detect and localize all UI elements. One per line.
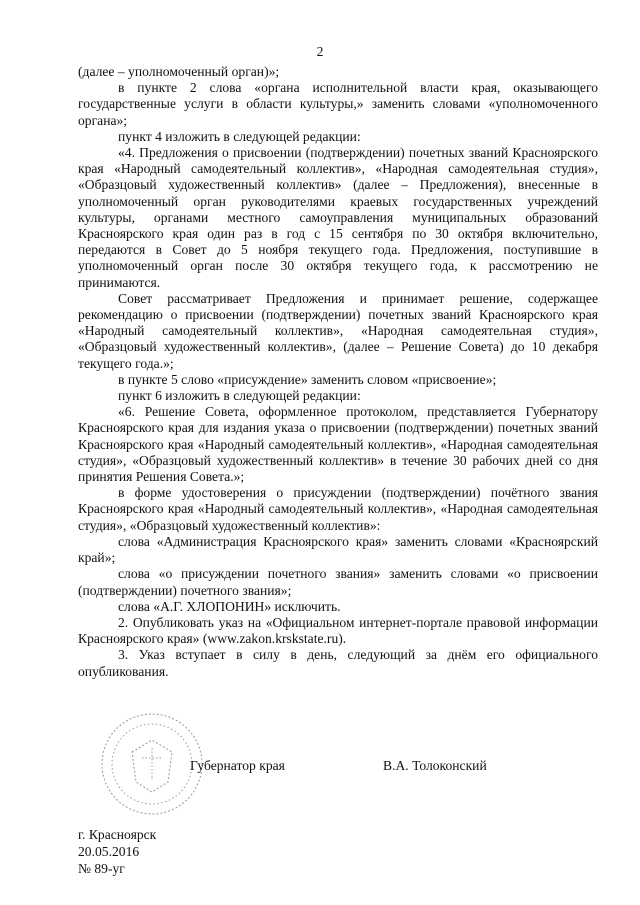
paragraph: слова «о присуждении почетного звания» заменить словами «о присвоении (подтверждении) почетного звания»; bbox=[78, 566, 598, 598]
paragraph: 3. Указ вступает в силу в день, следующий за днём его официального опубликования. bbox=[78, 647, 598, 679]
paragraph: пункт 6 изложить в следующей редакции: bbox=[118, 388, 361, 404]
paragraph: слова «А.Г. ХЛОПОНИН» исключить. bbox=[118, 598, 341, 614]
paragraph: «4. Предложения о присвоении (подтверждении) почетных званий Красноярского края «Народный самодеятельный коллектив», «Народная самодеятельная студия», «Образцовый художественный коллектив» (далее – Предложения), внесенные в уполномоченный орган руководителями краевых государственных учреждений культуры, органами местного самоуправления муниципальных образований Красноярского края один раз в год с 15 сентября по 30 октября включительно, передаются в Совет до 5 ноября текущего года. Предложения, поступившие в уполномоченный орган после 30 октября текущего года, к рассмотрению не принимаются. bbox=[78, 145, 598, 290]
paragraph: Совет рассматривает Предложения и принимает решение, содержащее рекомендацию о присвоении (подтверждении) почетных званий Красноярского края «Народный самодеятельный коллектив», «Народная самодеятельная студия», «Образцовый художественный коллектив», (далее – Решение Совета) до 10 декабря текущего года.»; bbox=[78, 290, 598, 371]
paragraph: (далее – уполномоченный орган)»; bbox=[78, 64, 280, 79]
paragraph: в пункте 2 слова «органа исполнительной власти края, оказывающего государственные услуги в области культуры,» заменить словами «уполномоченного органа»; bbox=[78, 80, 598, 128]
paragraph: пункт 4 изложить в следующей редакции: bbox=[118, 128, 361, 144]
signature-title: Губернатор края bbox=[190, 758, 285, 773]
paragraph: 2. Опубликовать указ на «Официальном интернет-портале правовой информации Красноярского края» (www.zakon.krskstate.ru). bbox=[78, 614, 598, 647]
paragraph: в пункте 5 слово «присуждение» заменить словом «присвоение»; bbox=[118, 371, 497, 387]
page-number: 2 bbox=[316, 44, 324, 59]
footer-date: 20.05.2016 bbox=[78, 844, 140, 859]
document-body bbox=[78, 64, 598, 680]
signature-name: В.А. Толоконский bbox=[383, 758, 487, 773]
paragraph: в форме удостоверения о присуждении (подтверждении) почётного звания Красноярского края «Народный самодеятельный коллектив», «Народная самодеятельная студия», «Образцовый художественный коллектив»: bbox=[78, 485, 598, 533]
footer-city: г. Красноярск bbox=[78, 827, 157, 842]
document-footer bbox=[78, 826, 156, 877]
paragraph: «6. Решение Совета, оформленное протоколом, представляется Губернатору Красноярского края для издания указа о присвоении (подтверждении) почетных званий Красноярского края «Народный самодеятельный коллектив», «Народная самодеятельная студия», «Образцовый художественный коллектив» в течение 30 рабочих дней со дня принятия Решения Совета.»; bbox=[78, 404, 598, 485]
footer-number: № 89-уг bbox=[78, 861, 125, 876]
paragraph: слова «Администрация Красноярского края» заменить словами «Красноярский край»; bbox=[78, 533, 598, 566]
